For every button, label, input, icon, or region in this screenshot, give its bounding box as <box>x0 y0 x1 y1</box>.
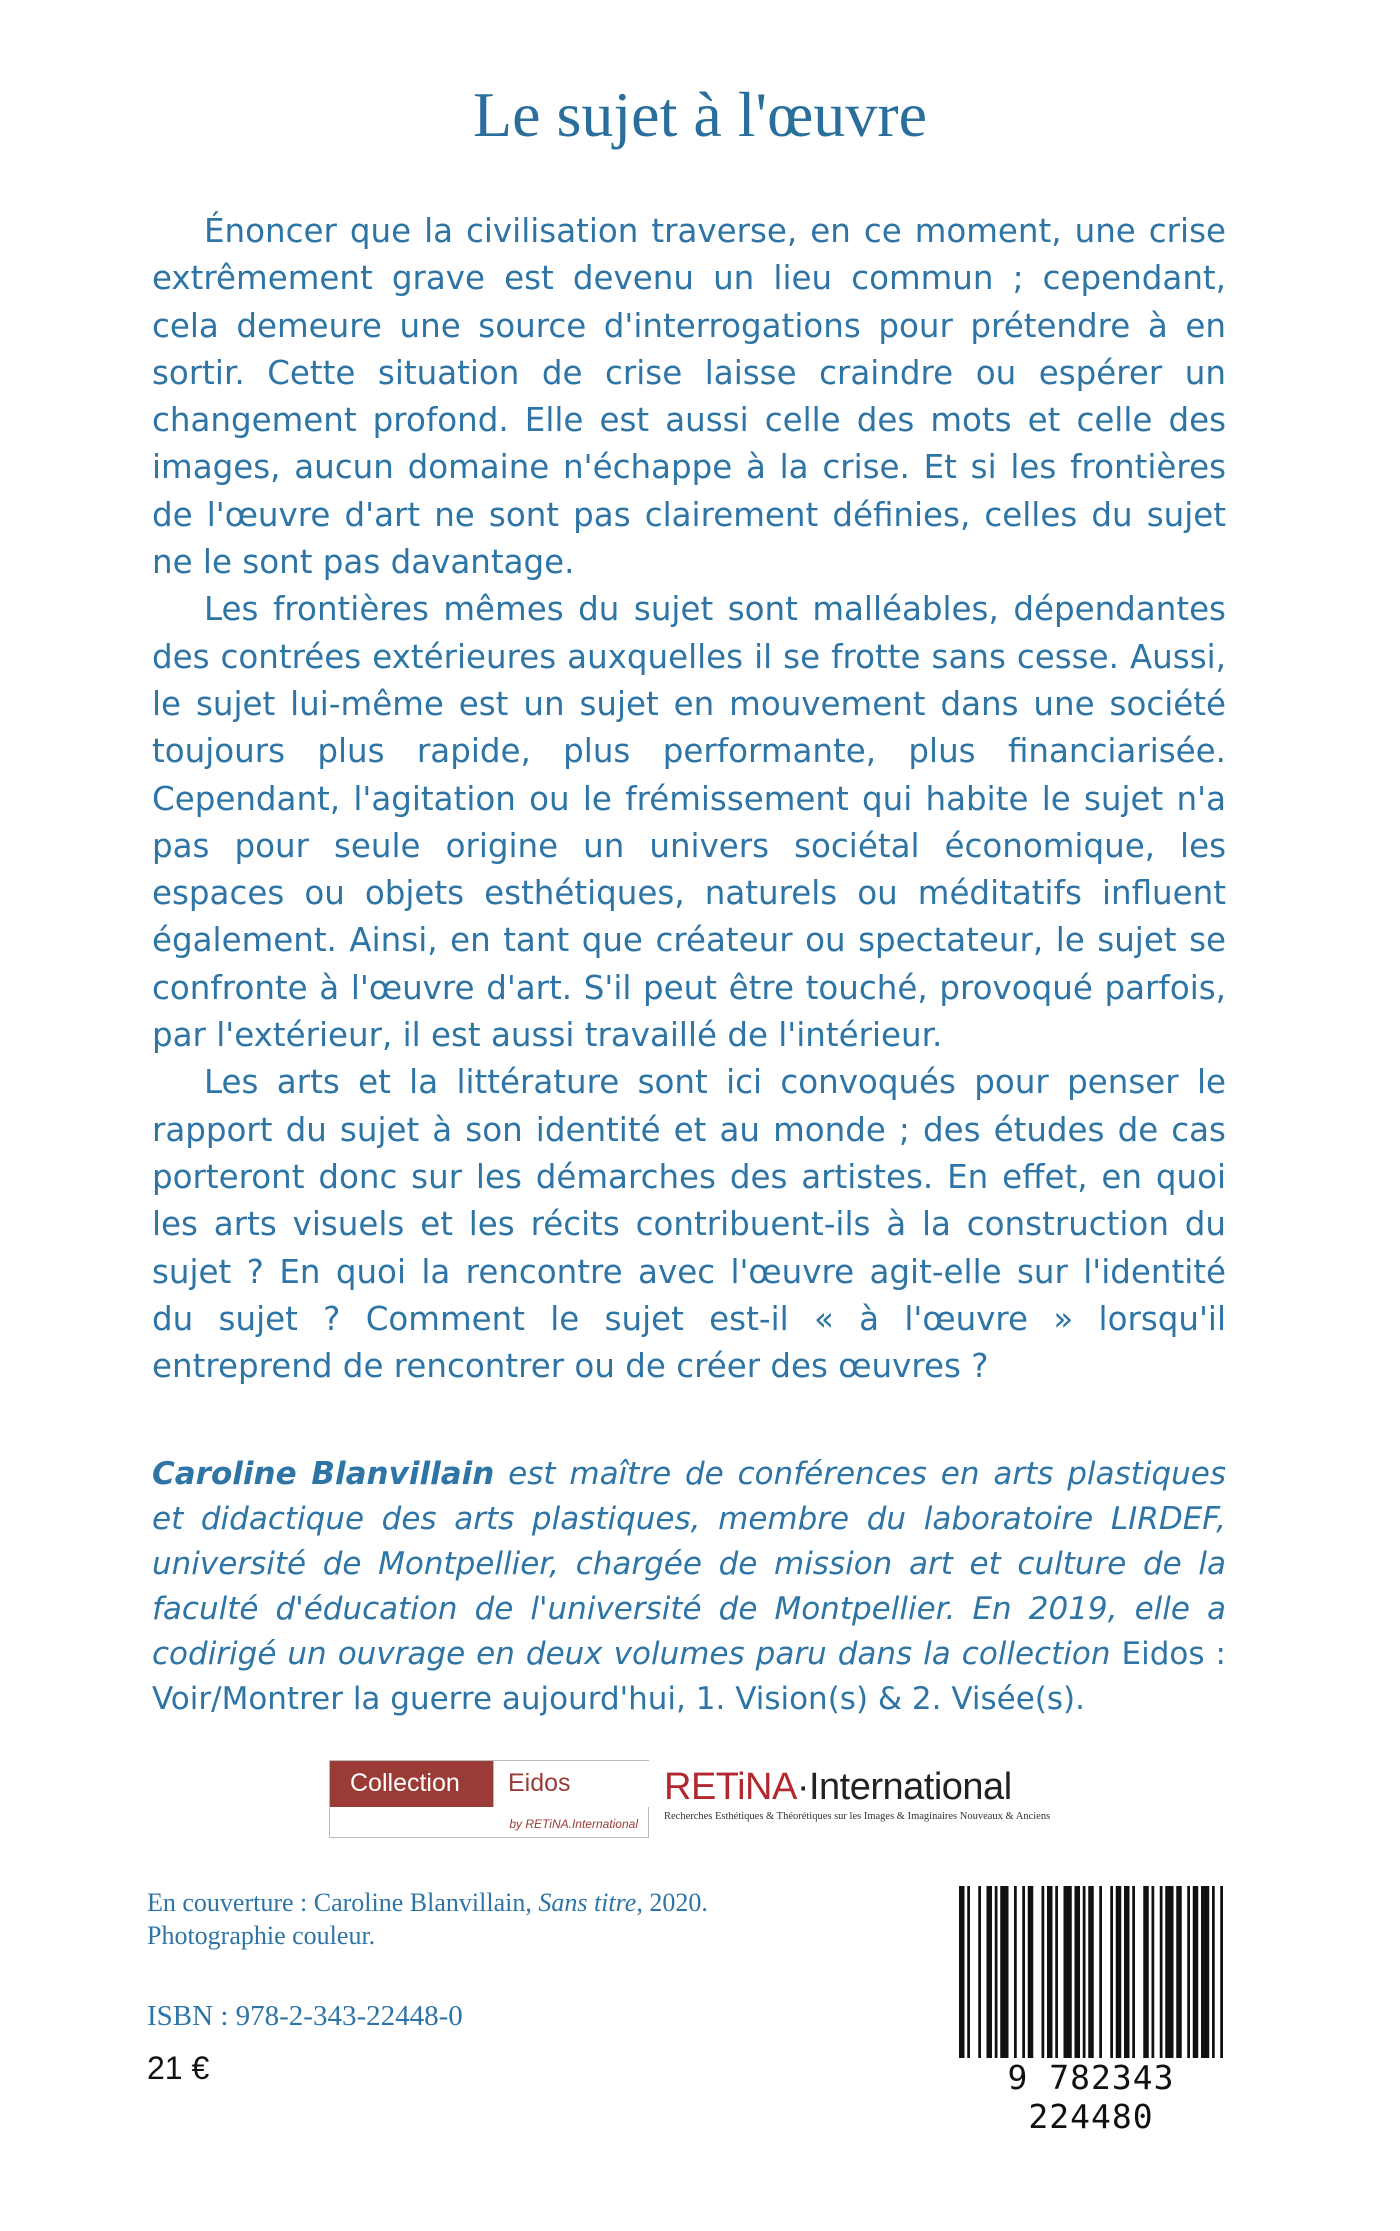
barcode-bar <box>1116 1886 1122 2058</box>
retina-suffix: ·International <box>796 1766 1012 1808</box>
bio-text: est maître de conférences en arts plastiques et didactique des arts plastiques, membre du laboratoire LIRDEF, université de Montpellier, chargée de mission art et culture de la faculté d'éducation de l'université de Montpellier. En 2019, elle a codirigé un ouvrage en deux volumes paru dans la collection <box>152 1456 1226 1672</box>
barcode-bar <box>1083 1886 1086 2058</box>
barcode-bar <box>1099 1886 1102 2058</box>
collection-byline: by RETiNA.International <box>509 1817 638 1831</box>
barcode-bar <box>1165 1886 1173 2058</box>
barcode-bar <box>1064 1886 1072 2058</box>
barcode-bar <box>1014 1886 1017 2058</box>
barcode-bar <box>987 1886 993 2058</box>
barcode-bar <box>1047 1886 1053 2058</box>
collection-label: Collection <box>350 1769 460 1797</box>
barcode-bar <box>1201 1886 1209 2058</box>
retina-international-logo <box>664 1766 1060 1836</box>
credits-prefix: En couverture : Caroline Blanvillain, <box>147 1888 539 1917</box>
collection-name: Eidos <box>508 1769 571 1797</box>
barcode-bar <box>1143 1886 1149 2058</box>
barcode-bar <box>1160 1886 1163 2058</box>
retina-name <box>664 1766 1060 1809</box>
barcode-bar <box>1187 1886 1190 2058</box>
paragraph-3: Les arts et la littérature sont ici convoqués pour penser le rapport du sujet à son identité et au monde ; des études de cas porteront donc sur les démarches des artistes. En effet, en quoi les arts visuels et les récits contribuent-ils à la construction du sujet ? En quoi la rencontre avec l'œuvre agit-elle sur l'identité du sujet ? Comment le sujet est-il « à l'œuvre » lorsqu'il entreprend de rencontrer ou de créer des œuvres ? <box>152 1063 1226 1386</box>
barcode-bar <box>959 1886 965 2058</box>
author-name: Caroline Blanvillain <box>152 1456 495 1492</box>
barcode-bar <box>1042 1886 1045 2058</box>
barcode-bar <box>1212 1886 1215 2058</box>
retina-subtitle: Recherches Esthétiques & Théorétiques sur les Images & Imaginaires Nouveaux & Anciens <box>664 1811 1051 1822</box>
barcode-bar <box>1132 1886 1135 2058</box>
author-bio <box>152 1452 1226 1722</box>
credits-line2: Photographie couleur. <box>147 1921 376 1950</box>
barcode-bar <box>1000 1886 1008 2058</box>
barcode-bar <box>1028 1886 1034 2058</box>
barcode-bar <box>1124 1886 1130 2058</box>
credits-work-title: Sans titre <box>538 1888 637 1917</box>
barcode-bar <box>1088 1886 1094 2058</box>
logo-name-box <box>493 1761 649 1807</box>
barcode-bar <box>1022 1886 1025 2058</box>
cover-credits <box>147 1886 708 1952</box>
paragraph-1: Énoncer que la civilisation traverse, en ce moment, une crise extrêmement grave est devenu un lieu commun ; cependant, cela demeure une source d'interrogations pour prétendre à en sortir. Cette situation de crise laisse craindre ou espérer un changement profond. Elle est aussi celle des mots et celle des images, aucun domaine n'échappe à la crise. Et si les frontières de l'œuvre d'art ne sont pas clairement définies, celles du sujet ne le sont pas davantage. <box>152 212 1226 582</box>
barcode-bar <box>1110 1886 1113 2058</box>
barcode-bar <box>1055 1886 1058 2058</box>
barcode-bar <box>1075 1886 1081 2058</box>
paragraph-2: Les frontières mêmes du sujet sont malléables, dépendantes des contrées extérieures auxquelles il se frotte sans cesse. Aussi, le sujet lui-même est un sujet en mouvement dans une société toujours plus rapide, plus performante, plus financiarisée. Cependant, l'agitation ou le frémissement qui habite le sujet n'a pas pour seule origine un univers sociétal économique, les espaces ou objets esthétiques, naturels ou méditatifs influent également. Ainsi, en tant que créateur ou spectateur, le sujet se confronte à l'œuvre d'art. S'il peut être touché, provoqué parfois, par l'extérieur, il est aussi travaillé de l'intérieur. <box>152 590 1226 1055</box>
barcode-bar <box>995 1886 998 2058</box>
barcode-bar <box>967 1886 970 2058</box>
barcode-number: 9 782343 224480 <box>953 2058 1229 2136</box>
isbn: ISBN : 978-2-343-22448-0 <box>147 2000 463 2032</box>
bio-collection-title: Eidos : Voir/Montrer la guerre aujourd'hui, 1. Vision(s) & 2. Visée(s). <box>152 1636 1226 1717</box>
price: 21 € <box>147 2050 210 2086</box>
barcode-bar <box>1220 1886 1223 2058</box>
barcode-bar <box>1193 1886 1199 2058</box>
collection-eidos-logo <box>329 1760 649 1838</box>
page-title: Le sujet à l'œuvre <box>472 79 928 150</box>
retina-prefix: RETiNA <box>664 1766 797 1808</box>
back-cover-text <box>152 208 1226 1390</box>
barcode-bar <box>978 1886 981 2058</box>
credits-suffix: , 2020. <box>636 1888 708 1917</box>
barcode-bar <box>1176 1886 1182 2058</box>
barcode-bar <box>1152 1886 1155 2058</box>
